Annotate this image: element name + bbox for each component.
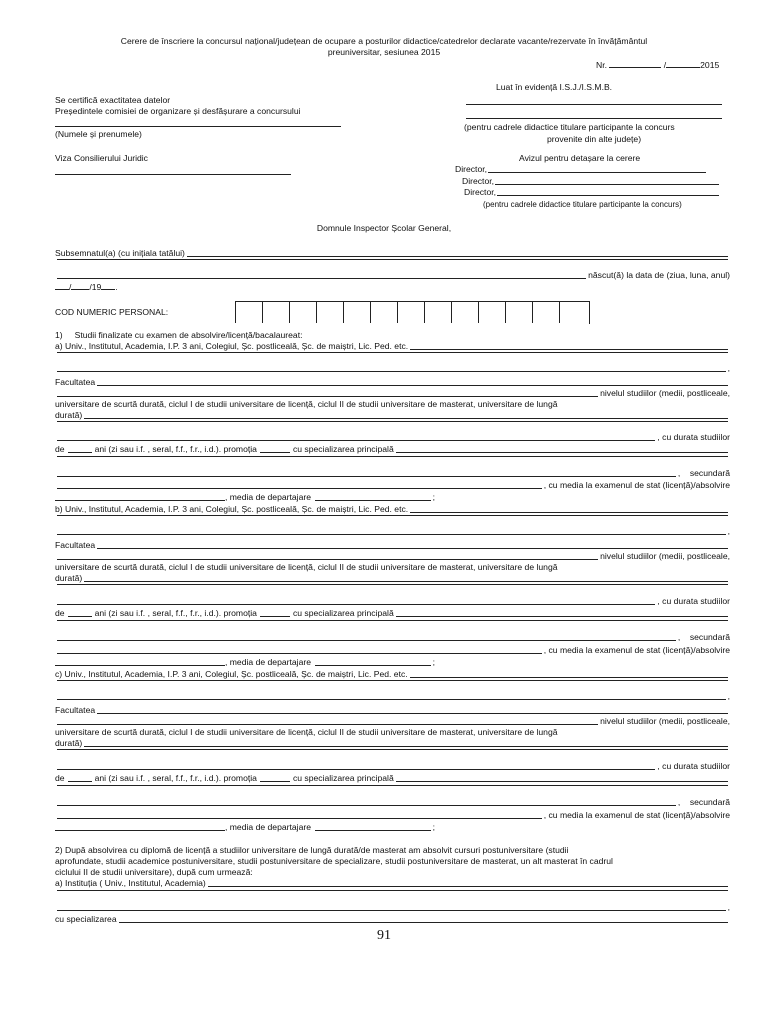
birth-date-row (55, 282, 118, 293)
cnp-digit-box[interactable] (532, 301, 557, 323)
duration-label: , cu durata studiilor (657, 432, 730, 442)
faculty-field[interactable] (97, 713, 728, 714)
main-spec-field-2[interactable] (57, 785, 728, 786)
undersigned-field[interactable] (187, 256, 728, 257)
institution-row (55, 504, 730, 515)
dept-avg-label: , media de departajare (225, 657, 311, 667)
born-label: născut(ă) la data de (ziua, luna, anul) (588, 270, 730, 280)
nr-date-field[interactable] (666, 67, 700, 68)
level-label: nivelul studiilor (medii, postliceale, (600, 551, 730, 561)
birth-year-field[interactable] (101, 289, 115, 290)
level-field-2[interactable] (57, 421, 728, 422)
director-label: Director, (464, 187, 496, 197)
exam-row (55, 810, 730, 821)
faculty-field[interactable] (97, 548, 728, 549)
level-row-2 (55, 399, 730, 410)
cnp-digit-box[interactable] (478, 301, 503, 323)
postgrad-spec-field[interactable] (119, 922, 728, 923)
director-row-1 (455, 164, 707, 175)
level-line2: universitare de scurtă durată, ciclul I de studii universitare de licență, ciclul II de studii universitare de masterat, universitare de lungă (55, 727, 558, 737)
legal-visa-label: Viza Consilierului Juridic (55, 153, 148, 163)
postgrad-institution-label: a) Instituția ( Univ., Institutul, Academia) (55, 878, 206, 888)
secondary-label: secundară (689, 797, 730, 807)
dept-avg-label: , media de departajare (225, 822, 311, 832)
level-label: nivelul studiilor (medii, postliceale, (600, 388, 730, 398)
level-label: nivelul studiilor (medii, postliceale, (600, 716, 730, 726)
institution-label: c) Univ., Institutul, Academia, I.P. 3 ani, Colegiul, Șc. postliceală, Șc. de maiștri, Lic. Ped. etc. (55, 669, 408, 679)
spec-row-2 (55, 456, 730, 459)
secondary-prefix-field[interactable] (57, 476, 676, 477)
main-spec-field[interactable] (396, 616, 728, 617)
promotion-field[interactable] (260, 616, 290, 617)
birth-month-field[interactable] (71, 289, 89, 290)
duration-prefix-field[interactable] (57, 604, 655, 605)
institution-row (55, 341, 730, 352)
level-row (55, 551, 730, 562)
postgrad-institution-row-2 (55, 890, 730, 893)
registered-field-2[interactable] (466, 118, 722, 119)
de-label: de (55, 608, 65, 618)
detach-title: Avizul pentru detașare la cerere (519, 153, 641, 163)
salutation: Domnule Inspector Școlar General, (316, 223, 452, 233)
level-field[interactable] (84, 418, 728, 419)
certify-line2: Președintele comisiei de organizare și desfășurare a concursului (55, 106, 301, 116)
cnp-digit-box[interactable] (316, 301, 341, 323)
years-form-label: ani (zi sau i.f. , seral, f.f., f.r., i.d.). promoția (94, 444, 257, 454)
postgrad-institution-row-3 (55, 902, 730, 913)
director-field-1[interactable] (488, 172, 706, 173)
comma: , (677, 797, 681, 807)
section2-intro-line2: aprofundate, studii academice postuniversitare, studii postuniversitare de specializare, studii postuniversitare de masterat, un alt masterat în cadrul (55, 856, 613, 866)
postgrad-institution-field-2[interactable] (57, 890, 728, 891)
comma: , (727, 902, 730, 912)
main-spec-field-2[interactable] (57, 456, 728, 457)
duration-label: , cu durata studiilor (657, 761, 730, 771)
exam-avg-label: , cu media la examenul de stat (licență)/absolvire (543, 810, 730, 820)
level-row (55, 716, 730, 727)
exam-avg-field[interactable] (55, 830, 225, 831)
duration-row (55, 761, 730, 772)
name-hint: (Numele și prenumele) (55, 129, 142, 139)
secondary-row (55, 632, 730, 643)
undersigned-label: Subsemnatul(a) (cu inițiala tatălui) (55, 248, 185, 258)
exam-avg-field[interactable] (55, 500, 225, 501)
secondary-prefix-field[interactable] (57, 640, 676, 641)
detach-note: (pentru cadrele didactice titulare participante la concurs) (483, 200, 682, 209)
cnp-digit-box[interactable] (235, 301, 260, 323)
dept-avg-label: , media de departajare (225, 492, 311, 502)
postgrad-institution-row (55, 878, 730, 889)
institution-label: b) Univ., Institutul, Academia, I.P. 3 ani, Colegiul, Șc. postliceală, Șc. de maiștri, Lic. Ped. etc. (55, 504, 409, 514)
duration-prefix-field[interactable] (57, 769, 655, 770)
years-field[interactable] (68, 781, 92, 782)
page-number: 91 (377, 928, 391, 943)
cnp-digit-box[interactable] (289, 301, 314, 323)
institution-field[interactable] (410, 677, 728, 678)
level-row-3 (55, 410, 730, 421)
exam-row (55, 645, 730, 656)
secondary-field[interactable] (57, 818, 542, 819)
level-line2: universitare de scurtă durată, ciclul I de studii universitare de licență, ciclul II de studii universitare de masterat, universitare de lungă (55, 562, 558, 572)
duration-row (55, 432, 730, 443)
faculty-row (55, 377, 730, 388)
institution-field-2[interactable] (57, 515, 728, 516)
semicolon: ; (432, 492, 435, 502)
exam-avg-label: , cu media la examenul de stat (licență)/absolvire (543, 480, 730, 490)
years-row (55, 444, 730, 455)
duration-prefix-field[interactable] (57, 440, 655, 441)
comma: , (677, 468, 681, 478)
comma: , (677, 632, 681, 642)
section1-title: Studii finalizate cu examen de absolvire/licență/bacalaureat: (74, 330, 303, 340)
cnp-digit-box[interactable] (343, 301, 368, 323)
secondary-label: secundară (689, 632, 730, 642)
comma: , (727, 363, 730, 373)
section1-heading (55, 330, 302, 341)
faculty-label: Facultatea (55, 705, 96, 715)
postgrad-institution-field-3[interactable] (57, 910, 726, 911)
birth-date-sep: / (69, 282, 72, 292)
secondary-row (55, 468, 730, 479)
nr-label: Nr. (596, 60, 607, 70)
dept-avg-field[interactable] (315, 665, 431, 666)
faculty-row (55, 705, 730, 716)
birth-date-century: /19 (89, 282, 102, 292)
main-spec-field[interactable] (396, 452, 728, 453)
level-line3: durată) (55, 573, 83, 583)
cnp-digit-box[interactable] (424, 301, 449, 323)
level-line2: universitare de scurtă durată, ciclul I de studii universitare de licență, ciclul II de studii universitare de masterat, universitare de lungă (55, 399, 558, 409)
level-line3: durată) (55, 410, 83, 420)
faculty-label: Facultatea (55, 540, 96, 550)
secondary-row (55, 797, 730, 808)
years-form-label: ani (zi sau i.f. , seral, f.f., f.r., i.d.). promoția (94, 608, 257, 618)
secondary-label: secundară (689, 468, 730, 478)
main-spec-label: cu specializarea principală (292, 608, 394, 618)
level-row-2 (55, 562, 730, 573)
main-spec-label: cu specializarea principală (292, 444, 394, 454)
cnp-digit-box[interactable] (505, 301, 530, 323)
spec-row-2 (55, 785, 730, 788)
section2-intro-line3: ciclului II de studii universitare), după cum urmează: (55, 867, 253, 877)
institution-row-2 (55, 515, 730, 518)
exam-avg-label: , cu media la examenul de stat (licență)/absolvire (543, 645, 730, 655)
dept-avg-field[interactable] (315, 500, 431, 501)
promotion-field[interactable] (260, 781, 290, 782)
secondary-field[interactable] (57, 653, 542, 654)
exam-avg-field[interactable] (55, 665, 225, 666)
undersigned-row (55, 248, 730, 259)
president-name-field[interactable] (55, 126, 341, 127)
institution-label: a) Univ., Institutul, Academia, I.P. 3 ani, Colegiul, Șc. postliceală, Șc. de maiștri, Lic. Ped. etc. (55, 341, 409, 351)
cnp-digit-box[interactable] (370, 301, 395, 323)
postgrad-institution-field[interactable] (208, 886, 728, 887)
registered-label: Luat în evidență I.S.J./I.S.M.B. (496, 82, 613, 92)
director-row-2 (462, 176, 720, 187)
duration-label: , cu durata studiilor (657, 596, 730, 606)
semicolon: ; (432, 822, 435, 832)
main-spec-field-2[interactable] (57, 620, 728, 621)
section1-number: 1) (55, 330, 63, 340)
dept-avg-field[interactable] (315, 830, 431, 831)
de-label: de (55, 444, 65, 454)
institution-row-3 (55, 526, 730, 537)
level-row-3 (55, 738, 730, 749)
certify-line1: Se certifică exactitatea datelor (55, 95, 171, 105)
semicolon: ; (432, 657, 435, 667)
birth-date-end: . (115, 282, 118, 292)
nr-field[interactable] (609, 67, 661, 68)
main-spec-label: cu specializarea principală (292, 773, 394, 783)
dept-row (55, 492, 435, 503)
institution-row-3 (55, 691, 730, 702)
promotion-field[interactable] (260, 452, 290, 453)
level-field[interactable] (84, 746, 728, 747)
birth-day-field[interactable] (55, 289, 69, 290)
director-field-3[interactable] (497, 195, 719, 196)
legal-visa-field[interactable] (55, 174, 291, 175)
level-row (55, 388, 730, 399)
cnp-digit-box[interactable] (559, 301, 584, 323)
level-row-4 (55, 584, 730, 587)
level-row-4 (55, 421, 730, 424)
cnp-digit-box[interactable] (451, 301, 476, 323)
form-title-line2: preuniversitar, sesiunea 2015 (327, 47, 441, 57)
duration-row (55, 596, 730, 607)
faculty-row (55, 540, 730, 551)
exam-row (55, 480, 730, 491)
level-row-2 (55, 727, 730, 738)
years-row (55, 608, 730, 619)
faculty-field[interactable] (97, 385, 728, 386)
registered-field[interactable] (466, 104, 722, 105)
institution-field-2[interactable] (57, 352, 728, 353)
dept-row (55, 657, 435, 668)
institution-field-3[interactable] (57, 534, 726, 535)
institution-row-2 (55, 352, 730, 355)
years-form-label: ani (zi sau i.f. , seral, f.f., f.r., i.d.). promoția (94, 773, 257, 783)
born-prefix-field[interactable] (57, 278, 586, 279)
institution-row-3 (55, 363, 730, 374)
director-label: Director, (462, 176, 494, 186)
secondary-field[interactable] (57, 488, 542, 489)
institution-row-2 (55, 680, 730, 683)
cnp-digit-box[interactable] (262, 301, 287, 323)
titular-note-line2: provenite din alte județe) (546, 134, 642, 144)
form-title-line1: Cerere de înscriere la concursul național/județean de ocupare a posturilor didactice/catedrelor declarate vacante/rezervate în învățământul (120, 36, 648, 46)
born-row (55, 270, 730, 281)
level-field-2[interactable] (57, 749, 728, 750)
years-field[interactable] (68, 616, 92, 617)
spec-row-2 (55, 620, 730, 623)
level-field-2[interactable] (57, 584, 728, 585)
postgrad-spec-label: cu specializarea (55, 914, 117, 924)
institution-row (55, 669, 730, 680)
level-row-4 (55, 749, 730, 752)
years-row (55, 773, 730, 784)
undersigned-field-2[interactable] (57, 259, 728, 260)
director-field-2[interactable] (495, 184, 719, 185)
main-spec-field[interactable] (396, 781, 728, 782)
level-line3: durată) (55, 738, 83, 748)
dept-row (55, 822, 435, 833)
director-row-3 (464, 187, 720, 198)
postgrad-spec-row (55, 914, 730, 925)
comma: , (727, 526, 730, 536)
director-label: Director, (455, 164, 487, 174)
faculty-field-2[interactable] (57, 559, 598, 560)
institution-field[interactable] (410, 349, 728, 350)
faculty-field-2[interactable] (57, 396, 598, 397)
years-field[interactable] (68, 452, 92, 453)
de-label: de (55, 773, 65, 783)
faculty-label: Facultatea (55, 377, 96, 387)
nr-year: 2015 (700, 60, 720, 70)
institution-field-3[interactable] (57, 699, 726, 700)
secondary-prefix-field[interactable] (57, 805, 676, 806)
comma: , (727, 691, 730, 701)
undersigned-row-2 (55, 259, 730, 262)
cnp-digit-box[interactable] (397, 301, 422, 323)
registration-number (596, 60, 719, 71)
institution-field-2[interactable] (57, 680, 728, 681)
level-row-3 (55, 573, 730, 584)
faculty-field-2[interactable] (57, 724, 598, 725)
cnp-label: COD NUMERIC PERSONAL: (55, 307, 169, 317)
titular-note-line1: (pentru cadrele didactice titulare participante la concurs (464, 122, 675, 132)
institution-field[interactable] (410, 512, 728, 513)
nr-separator: / (663, 60, 667, 70)
level-field[interactable] (84, 581, 728, 582)
section2-intro-line1: 2) După absolvirea cu diplomă de licență a studiilor universitare de lungă durată/de masterat am absolvit cursuri postuniversitare (studii (55, 845, 569, 855)
institution-field-3[interactable] (57, 371, 726, 372)
